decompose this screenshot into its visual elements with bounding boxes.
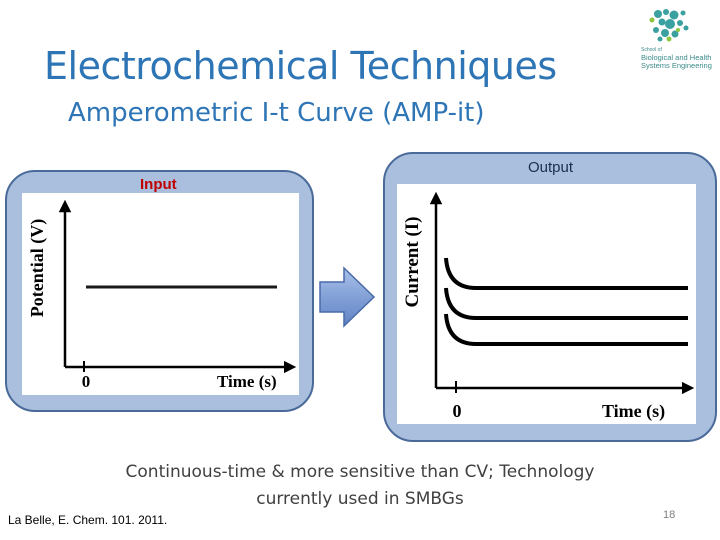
logo-line-1: School of [641,47,662,53]
page-number: 18 [663,509,676,521]
output-y-axis-label: Current (I) [402,216,423,308]
output-origin-label: 0 [452,401,462,421]
caption-line-2: currently used in SMBGs [256,489,464,509]
output-x-axis-label: Time (s) [602,401,666,421]
output-current-curve-2 [446,288,688,318]
caption-line-1: Continuous-time & more sensitive than CV; Technology [125,462,595,482]
input-label: Input [140,176,177,193]
output-current-curve-1 [446,258,688,288]
input-y-axis-label: Potential (V) [27,218,47,318]
slide-title: Electrochemical Techniques [44,44,557,88]
slide-subtitle: Amperometric I-t Curve (AMP-it) [68,98,485,128]
logo-line-3: Systems Engineering [641,61,712,70]
input-x-axis-label: Time (s) [217,372,277,391]
logo-line-2: Biological and Health [641,53,712,62]
citation: La Belle, E. Chem. 101. 2011. [8,513,168,527]
input-origin-label: 0 [81,372,91,391]
caption [90,459,630,513]
output-label: Output [528,159,574,176]
